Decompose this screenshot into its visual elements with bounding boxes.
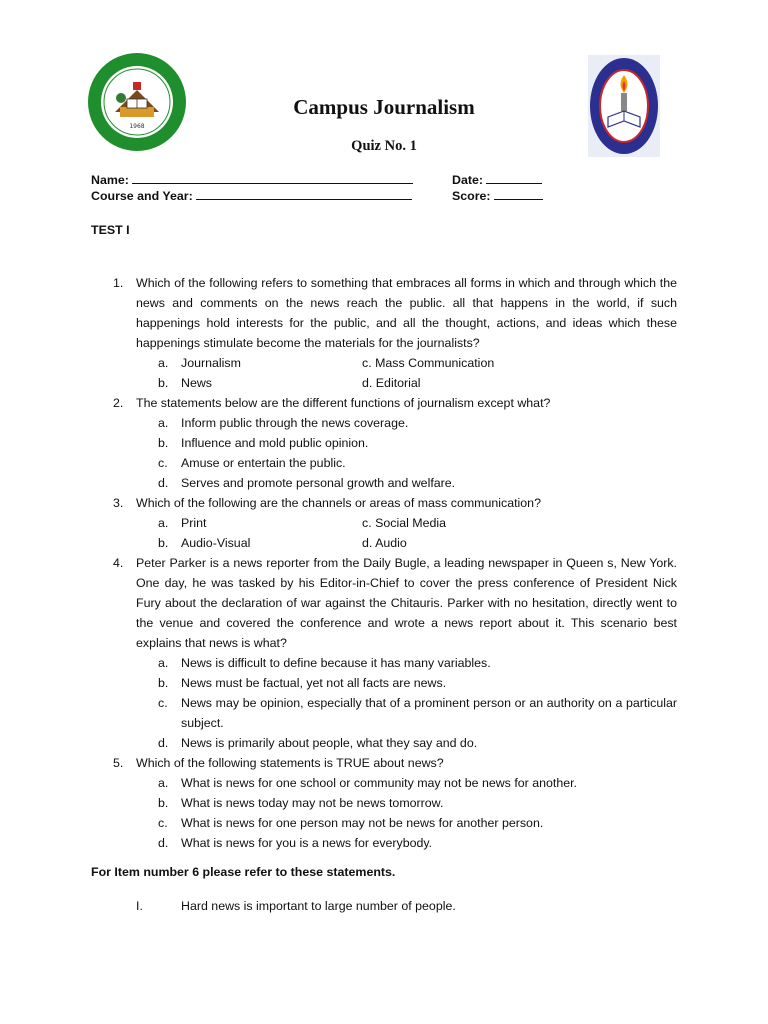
svg-text:1968: 1968 (129, 123, 145, 130)
course-year-label: Course and Year: (91, 189, 193, 203)
question-text: Which of the following are the channels or areas of mass communication? (136, 496, 541, 510)
choice-text: Amuse or entertain the public. (181, 456, 346, 470)
choice[interactable] (158, 653, 677, 673)
name-label: Name: (91, 173, 129, 187)
choice[interactable] (158, 513, 362, 533)
question-text: The statements below are the different functions of journalism except what? (136, 396, 551, 410)
choice-letter: a. (158, 516, 169, 530)
choice-list (158, 413, 677, 493)
choice[interactable] (158, 373, 362, 393)
question-number: 3. (113, 496, 124, 510)
choice[interactable] (158, 453, 677, 473)
choice-row (158, 513, 768, 533)
choice[interactable] (362, 353, 494, 373)
date-label: Date: (452, 173, 483, 187)
course-year-blank[interactable] (196, 188, 412, 200)
question-number: 1. (113, 276, 124, 290)
choice[interactable] (158, 733, 677, 753)
choice-letter: b. (158, 536, 169, 550)
choice-row (158, 373, 768, 393)
choice-text: Serves and promote personal growth and welfare. (181, 476, 456, 490)
question-2 (113, 393, 677, 413)
choice-text: Social Media (375, 516, 447, 530)
statement-1: Hard news is important to large number of people. (181, 899, 456, 913)
item-6-instruction: For Item number 6 please refer to these statements. (91, 865, 396, 879)
course-year-field[interactable] (91, 188, 412, 204)
score-field[interactable] (452, 188, 543, 204)
question-1 (113, 273, 677, 353)
choice-letter: a. (158, 656, 169, 670)
choice-letter: d. (362, 536, 373, 550)
choice-letter: b. (158, 796, 169, 810)
choice-text: Inform public through the news coverage. (181, 416, 409, 430)
choice[interactable] (158, 413, 677, 433)
choice-text: News (181, 376, 212, 390)
choice-list (158, 773, 677, 853)
choice-letter: c. (362, 516, 372, 530)
date-field[interactable] (452, 172, 542, 188)
choice-text: Journalism (181, 356, 241, 370)
choice-letter: c. (362, 356, 372, 370)
question-3 (113, 493, 677, 513)
choice-text: Mass Communication (375, 356, 495, 370)
choice-text: What is news for one person may not be news for another person. (181, 816, 544, 830)
choice-letter: d. (362, 376, 373, 390)
choice-row (158, 533, 768, 553)
choice-text: News must be factual, yet not all facts are news. (181, 676, 447, 690)
choice[interactable] (158, 353, 362, 373)
question-4 (113, 553, 677, 653)
choice-text: Audio (375, 536, 407, 550)
name-blank[interactable] (132, 172, 413, 184)
question-number: 2. (113, 396, 124, 410)
choice[interactable] (158, 813, 677, 833)
question-text: Peter Parker is a news reporter from the Daily Bugle, a leading newspaper in Queen s, New York. One day, he was tasked by his Editor-in-Chief to cover the press conference of President Nick Fury about the declaration of war against the Chitauris. Parker with no hesitation, directly went to the venue and covered the conference and wrote a news report about it. This scenario best explains that news is what? (136, 556, 677, 650)
choice-letter: c. (158, 456, 168, 470)
choice-letter: b. (158, 676, 169, 690)
choice-text: Print (181, 516, 207, 530)
question-text: Which of the following refers to something that embraces all forms in which and through which the news and comments on the news reach the public. all that happens in the world, if such happenings hold interests for the public, and all the thought, actions, and ideas which these happenings stimulate become the materials for the journalists? (136, 276, 677, 350)
choice[interactable] (158, 833, 677, 853)
choice-text: Influence and mold public opinion. (181, 436, 369, 450)
score-blank[interactable] (494, 188, 543, 200)
choice[interactable] (362, 513, 446, 533)
question-number: 4. (113, 556, 124, 570)
choice-letter: b. (158, 376, 169, 390)
choice-letter: b. (158, 436, 169, 450)
question-number: 5. (113, 756, 124, 770)
choice-letter: c. (158, 696, 168, 710)
choice[interactable] (158, 773, 677, 793)
choice-letter: a. (158, 356, 169, 370)
name-field[interactable] (91, 172, 413, 188)
choice-text: What is news today may not be news tomorrow. (181, 796, 444, 810)
choice-text: News is primarily about people, what they say and do. (181, 736, 478, 750)
question-text: Which of the following statements is TRUE about news? (136, 756, 444, 770)
date-blank[interactable] (486, 172, 542, 184)
quiz-number: Quiz No. 1 (351, 138, 417, 154)
question-5 (113, 753, 677, 773)
choice[interactable] (158, 533, 362, 553)
score-label: Score: (452, 189, 491, 203)
choice[interactable] (158, 473, 677, 493)
choice-letter: d. (158, 836, 169, 850)
choice-letter: c. (158, 816, 168, 830)
choice[interactable] (158, 793, 677, 813)
choice-text: What is news for one school or community may not be news for another. (181, 776, 577, 790)
choice[interactable] (362, 373, 421, 393)
test-heading: TEST I (91, 223, 130, 237)
statement-number: I. (136, 899, 143, 913)
choice-text: Audio-Visual (181, 536, 251, 550)
choice-text: News may be opinion, especially that of a prominent person or an authority on a particular subject. (181, 696, 677, 730)
choice-letter: d. (158, 476, 169, 490)
choice-row (158, 353, 768, 373)
choice-list (158, 653, 677, 753)
question-list (0, 273, 768, 853)
choice[interactable] (362, 533, 407, 553)
choice-letter: d. (158, 736, 169, 750)
choice[interactable] (158, 433, 677, 453)
choice-text: Editorial (375, 376, 421, 390)
choice-text: News is difficult to define because it has many variables. (181, 656, 491, 670)
choice[interactable] (158, 673, 677, 693)
page-title: Campus Journalism (293, 95, 475, 119)
choice-text: What is news for you is a news for everybody. (181, 836, 433, 850)
choice[interactable] (158, 693, 677, 733)
choice-letter: a. (158, 776, 169, 790)
choice-letter: a. (158, 416, 169, 430)
